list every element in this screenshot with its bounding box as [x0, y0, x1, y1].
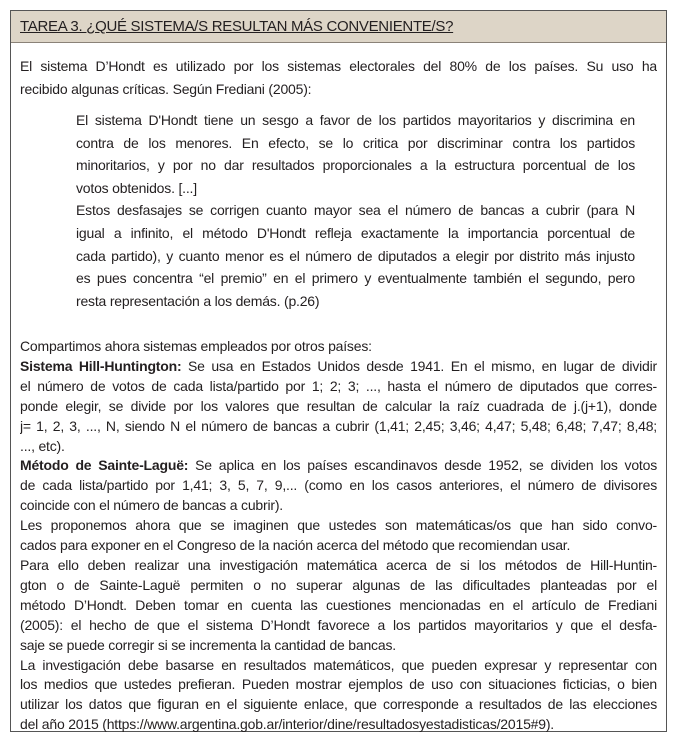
task-box [10, 10, 667, 732]
text-line: (2005): el hecho de que el sistema D’Hondt favorece a los partidos mayoritarios y que el desfa- [20, 616, 657, 633]
quote-line: votos obtenidos. [...] [76, 179, 197, 196]
hill-huntington-label: Sistema Hill-Huntington: [20, 357, 182, 374]
sainte-lague-line [20, 456, 657, 476]
task-header [11, 11, 666, 43]
task-title: TAREA 3. ¿QUÉ SISTEMA/S RESULTAN MÁS CONVENIENTE/S? [20, 18, 454, 35]
sainte-lague-label: Método de Sainte-Laguë: [20, 457, 189, 474]
text-line: La investigación debe basarse en resultados matemáticos, que pueden expresar y representar con [20, 656, 657, 673]
text-line: coincide con el número de bancas a cubrir). [20, 497, 283, 514]
text-line: recibido algunas críticas. Según Frediani (2005): [20, 81, 312, 97]
quote-line: Estos desfasajes se corrigen cuanto mayor sea el número de bancas a cubrir (para N [76, 202, 635, 219]
quote-line: minoritarios, y por no dar resultados proporcionales a la estructura porcentual de los [76, 157, 635, 174]
text-line: de cada lista/partido por 1,41; 3, 5, 7, 9,... (como en los casos anteriores, el número de divisores [20, 477, 657, 494]
text-line: cados para exponer en el Congreso de la nación acerca del método que recomiendan usar. [20, 537, 571, 554]
quote-line: contra de los menores. En efecto, se lo critica por discriminar contra los partidos [76, 134, 635, 151]
quote-line: El sistema D'Hondt tiene un sesgo a favor de los partidos mayoritarios y discrimina en [76, 112, 635, 128]
text-line: Les proponemos ahora que se imaginen que ustedes son matemáticas/os que han sido convo- [20, 517, 657, 534]
link-line: del año 2015 (https://www.argentina.gob.ar/interior/dine/resultadosyestadisticas/2015#9). [20, 716, 554, 733]
text-span: Se aplica en los países escandinavos desde 1952, se dividen los votos [188, 457, 657, 474]
hill-huntington-line [20, 357, 657, 377]
quote-line: es pues concentra “el premio” en el primero y eventualmente también el segundo, pero [76, 270, 635, 287]
text-span: Se usa en Estados Unidos desde 1941. En el mismo, en lugar de dividir [181, 357, 657, 374]
text-line: el número de votos de cada lista/partido por 1; 2; 3; ..., hasta el número de diputados que corres- [20, 377, 657, 394]
quote-line: igual a infinito, el método D'Hondt refleja exactamente la importancia porcentual de [76, 224, 635, 241]
text-line: utilizar los datos que figuran en el siguiente enlace, que corresponde a resultados de las elecciones [20, 696, 657, 713]
block-quote [76, 109, 635, 312]
quote-line: resta representación a los demás. (p.26) [76, 292, 320, 309]
quote-line: cada partido), y cuanto menor es el número de diputados a elegir por distrito más injusto [76, 247, 635, 264]
intro-paragraph [20, 55, 657, 101]
text-line: saje se puede corregir si se incrementa la cantidad de bancas. [20, 636, 396, 653]
text-line: los medios que ustedes prefieran. Pueden mostrar ejemplos de uso con situaciones ficticias, o bien [20, 676, 657, 693]
text-line: Para ello deben realizar una investigación matemática acerca de si los métodos de Hill-Huntin- [20, 556, 657, 573]
body-text [20, 337, 657, 735]
text-line: j= 1, 2, 3, ..., N, siendo N el número de bancas a cubrir (1,41; 2,45; 3,46; 4,47; 5,48; 6,48; 7,47; 8,48; [20, 417, 657, 434]
text-line: ponde elegir, se divide por los valores que resultan de calcular la raíz cuadrada de j.(j+1), donde [20, 397, 657, 414]
text-line: gton o de Sainte-Laguë permiten o no superar algunas de las dificultades planteadas por el [20, 576, 657, 593]
text-line: ..., etc). [20, 437, 65, 454]
text-line: método D’Hondt. Deben tomar en cuenta las cuestiones mencionadas en el artículo de Frediani [20, 596, 657, 613]
text-line: El sistema D’Hondt es utilizado por los sistemas electorales del 80% de los países. Su uso ha [20, 58, 657, 74]
text-line: Compartimos ahora sistemas empleados por otros países: [20, 338, 372, 354]
